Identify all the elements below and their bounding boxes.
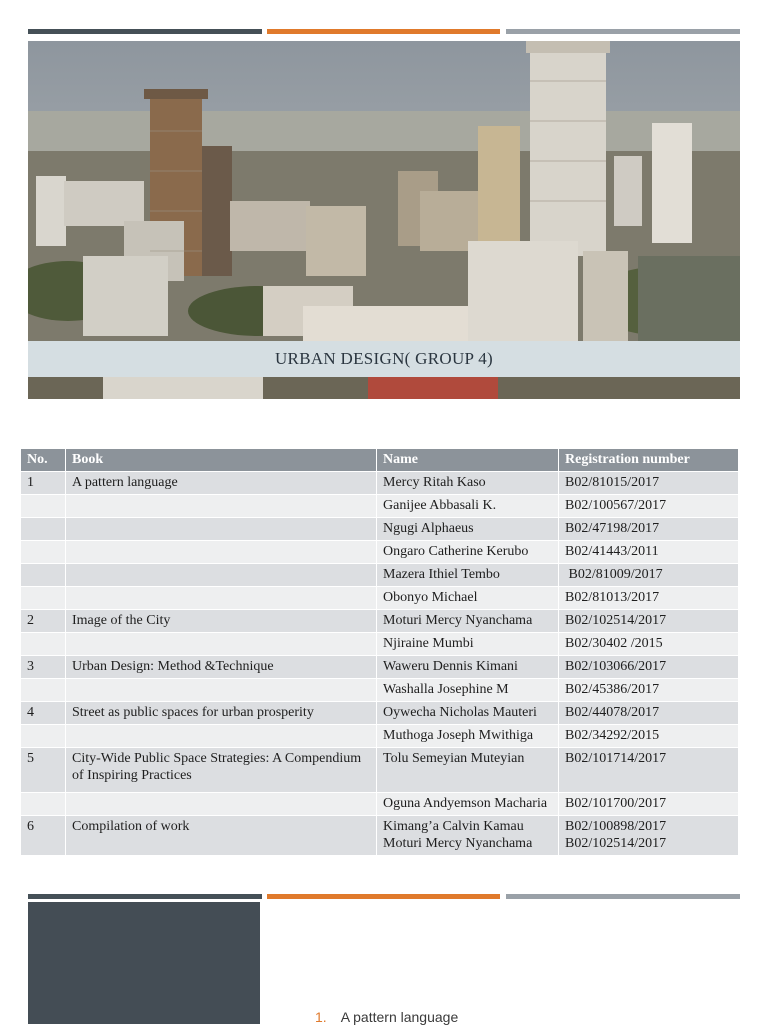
cell-name: Tolu Semeyian Muteyian	[377, 748, 559, 793]
cell-book: Street as public spaces for urban prosperity	[66, 702, 377, 725]
cell-name: Mazera Ithiel Tembo	[377, 564, 559, 587]
cell-no: 5	[21, 748, 66, 793]
table-row	[21, 610, 739, 633]
cell-no	[21, 541, 66, 564]
cell-no: 4	[21, 702, 66, 725]
next-slide-side-panel	[28, 902, 260, 1024]
cell-reg-line-2: B02/102514/2017	[565, 836, 667, 851]
cell-book	[66, 495, 377, 518]
table-row	[21, 656, 739, 679]
stripe-orange-bottom	[267, 894, 500, 899]
stripe-gray-top	[506, 29, 740, 34]
cell-name: Obonyo Michael	[377, 587, 559, 610]
table-row	[21, 495, 739, 518]
cell-no	[21, 587, 66, 610]
table-row	[21, 472, 739, 495]
table-row	[21, 725, 739, 748]
cell-name: Oguna Andyemson Macharia	[377, 793, 559, 816]
cell-book: A pattern language	[66, 472, 377, 495]
cell-book: City-Wide Public Space Strategies: A Compendium of Inspiring Practices	[66, 748, 377, 793]
list-number: 1.	[315, 1009, 327, 1025]
table-row	[21, 702, 739, 725]
cell-no	[21, 633, 66, 656]
cell-reg-line-1: B02/100898/2017	[565, 819, 667, 834]
stripe-dark-bottom	[28, 894, 262, 899]
cell-name: Ongaro Catherine Kerubo	[377, 541, 559, 564]
cell-book	[66, 725, 377, 748]
cell-name-line-1: Kimang’a Calvin Kamau	[383, 819, 524, 834]
cell-no	[21, 518, 66, 541]
cell-reg: B02/101700/2017	[559, 793, 739, 816]
cell-reg: B02/81013/2017	[559, 587, 739, 610]
cell-name	[377, 816, 559, 856]
header-no: No.	[21, 449, 66, 472]
cell-name: Moturi Mercy Nyanchama	[377, 610, 559, 633]
cell-reg: B02/44078/2017	[559, 702, 739, 725]
cell-no	[21, 725, 66, 748]
header-name: Name	[377, 449, 559, 472]
cell-reg: B02/103066/2017	[559, 656, 739, 679]
table-header-row	[21, 449, 739, 472]
cell-name: Njiraine Mumbi	[377, 633, 559, 656]
hero-image	[28, 41, 740, 399]
cell-reg: B02/41443/2011	[559, 541, 739, 564]
table-row	[21, 518, 739, 541]
cell-book: Image of the City	[66, 610, 377, 633]
cell-book	[66, 564, 377, 587]
cell-no	[21, 564, 66, 587]
cell-no	[21, 679, 66, 702]
cell-reg: B02/101714/2017	[559, 748, 739, 793]
table-row	[21, 564, 739, 587]
cell-book	[66, 587, 377, 610]
cell-book: Urban Design: Method &Technique	[66, 656, 377, 679]
cell-reg: B02/102514/2017	[559, 610, 739, 633]
cell-reg: B02/81015/2017	[559, 472, 739, 495]
cell-reg: B02/30402 /2015	[559, 633, 739, 656]
stripe-gray-bottom	[506, 894, 740, 899]
cell-name: Oywecha Nicholas Mauteri	[377, 702, 559, 725]
header-book: Book	[66, 449, 377, 472]
group-members-table	[21, 449, 739, 856]
cell-name: Mercy Ritah Kaso	[377, 472, 559, 495]
stripe-orange-top	[267, 29, 500, 34]
cell-reg: B02/100567/2017	[559, 495, 739, 518]
cell-book: Compilation of work	[66, 816, 377, 856]
table-row	[21, 793, 739, 816]
cell-no: 2	[21, 610, 66, 633]
cell-no: 3	[21, 656, 66, 679]
table-row	[21, 633, 739, 656]
cell-name: Ngugi Alphaeus	[377, 518, 559, 541]
header-registration-number: Registration number	[559, 449, 739, 472]
slide-title: URBAN DESIGN( GROUP 4)	[28, 341, 740, 377]
cell-book	[66, 793, 377, 816]
table-row	[21, 587, 739, 610]
next-slide-list-item	[315, 1009, 458, 1025]
cell-reg: B02/47198/2017	[559, 518, 739, 541]
cell-reg	[559, 816, 739, 856]
stripe-dark-top	[28, 29, 262, 34]
cell-name: Washalla Josephine M	[377, 679, 559, 702]
table-row	[21, 679, 739, 702]
cell-name-line-2: Moturi Mercy Nyanchama	[383, 836, 533, 851]
cell-no: 6	[21, 816, 66, 856]
cell-book	[66, 679, 377, 702]
cell-name: Ganijee Abbasali K.	[377, 495, 559, 518]
cell-name: Muthoga Joseph Mwithiga	[377, 725, 559, 748]
cell-reg: B02/45386/2017	[559, 679, 739, 702]
cell-book	[66, 541, 377, 564]
cell-reg: B02/34292/2015	[559, 725, 739, 748]
table-row	[21, 541, 739, 564]
table-row	[21, 816, 739, 856]
cell-no	[21, 495, 66, 518]
list-item-text: A pattern language	[340, 1009, 459, 1025]
cell-no	[21, 793, 66, 816]
cell-reg: B02/81009/2017	[559, 564, 739, 587]
cell-book	[66, 518, 377, 541]
table-row	[21, 748, 739, 793]
cell-name: Waweru Dennis Kimani	[377, 656, 559, 679]
cell-book	[66, 633, 377, 656]
cell-no: 1	[21, 472, 66, 495]
